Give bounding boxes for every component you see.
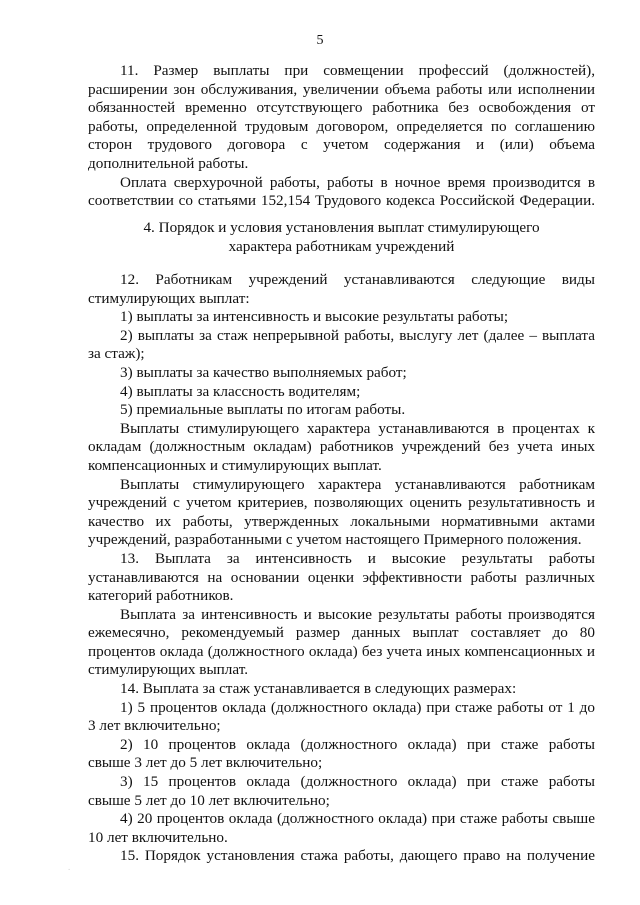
paragraph-11-line: 11. Размер выплаты при совмещении профессий (должностей), (120, 62, 595, 79)
criteria-paragraph-line: учреждений с учетом критериев, позволяющих оценить результативность и (88, 494, 595, 512)
scan-artifact-mark: . (68, 862, 71, 872)
monthly-paragraph-line: стимулирующих выплат. (88, 661, 249, 679)
list-item: 1) выплаты за интенсивность и высокие результаты работы; (120, 308, 509, 326)
seniority-item-line: 10 лет включительно. (88, 828, 228, 846)
list-item: 5) премиальные выплаты по итогам работы. (120, 401, 406, 419)
criteria-paragraph-line: Выплаты стимулирующего характера устанавливаются работникам (120, 475, 595, 493)
paragraph-12-line: 12. Работникам учреждений устанавливаются следующие виды (120, 271, 595, 288)
paragraph-15-line: 15. Порядок установления стажа работы, дающего право на получение (120, 847, 595, 865)
paragraph-13-line: категорий работников. (88, 587, 234, 605)
paragraph-11-line: расширении зон обслуживания, увеличении объема работы или исполнении (88, 80, 595, 98)
page-number: 5 (316, 33, 324, 48)
paragraph-13-line: устанавливаются на основании оценки эффективности работы различных (88, 568, 595, 586)
paragraph-11-line: работы, определенной трудовым договором, определяется по соглашению (88, 117, 595, 135)
section-heading-line: характера работникам учреждений (228, 237, 455, 255)
list-item: 2) выплаты за стаж непрерывной работы, выслугу лет (далее – выплата (120, 326, 595, 344)
seniority-item-line: 3 лет включительно; (88, 717, 221, 735)
criteria-paragraph-line: учреждений, разработанными с учетом настоящего Примерного положения. (88, 531, 582, 549)
section-4-heading (88, 219, 595, 256)
list-item: 4) выплаты за классность водителям; (120, 382, 361, 400)
paragraph-11-block (88, 62, 595, 211)
monthly-paragraph-line: Выплата за интенсивность и высокие результаты работы производятся (120, 605, 595, 623)
overtime-line: Оплата сверхурочной работы, работы в ночное время производится в (120, 173, 595, 191)
paragraph-13-line: 13. Выплата за интенсивность и высокие результаты работы (120, 549, 595, 567)
percent-paragraph-line: окладам (должностным окладам) работников учреждений без учета иных (88, 438, 595, 456)
monthly-paragraph-line: ежемесячно, рекомендуемый размер данных выплат составляет до 80 (88, 624, 595, 642)
seniority-item-line: свыше 5 лет до 10 лет включительно; (88, 791, 330, 809)
section-4-body (88, 271, 595, 866)
paragraph-12-line: стимулирующих выплат: (88, 289, 250, 307)
overtime-line: соответствии со статьями 152,154 Трудового кодекса Российской Федерации. (88, 192, 595, 210)
criteria-paragraph-line: качество их работы, утвержденных локальными нормативными актами (88, 512, 595, 530)
paragraph-11-line: дополнительной работы. (88, 154, 249, 172)
monthly-paragraph-line: процентов оклада (должностного оклада) без учета иных компенсационных и (88, 642, 595, 660)
paragraph-11-line: сторон трудового договора с учетом содержания и (или) объема (88, 136, 595, 154)
paragraph-11-line: обязанностей временно отсутствующего работника без освобождения от (88, 99, 595, 117)
list-item: за стаж); (88, 345, 145, 363)
seniority-item-line: свыше 3 лет до 5 лет включительно; (88, 754, 323, 772)
seniority-item-line: 2) 10 процентов оклада (должностного оклада) при стаже работы (120, 735, 595, 753)
seniority-item-line: 3) 15 процентов оклада (должностного оклада) при стаже работы (120, 773, 595, 791)
seniority-item-line: 1) 5 процентов оклада (должностного оклада) при стаже работы от 1 до (120, 698, 595, 716)
percent-paragraph-line: компенсационных и стимулирующих выплат. (88, 456, 382, 474)
percent-paragraph-line: Выплаты стимулирующего характера устанавливаются в процентах к (120, 419, 595, 437)
section-heading-line: 4. Порядок и условия установления выплат стимулирующего (143, 219, 540, 236)
paragraph-14: 14. Выплата за стаж устанавливается в следующих размерах: (120, 680, 517, 698)
list-item: 3) выплаты за качество выполняемых работ; (120, 363, 407, 381)
seniority-item-line: 4) 20 процентов оклада (должностного оклада) при стаже работы свыше (120, 810, 595, 828)
